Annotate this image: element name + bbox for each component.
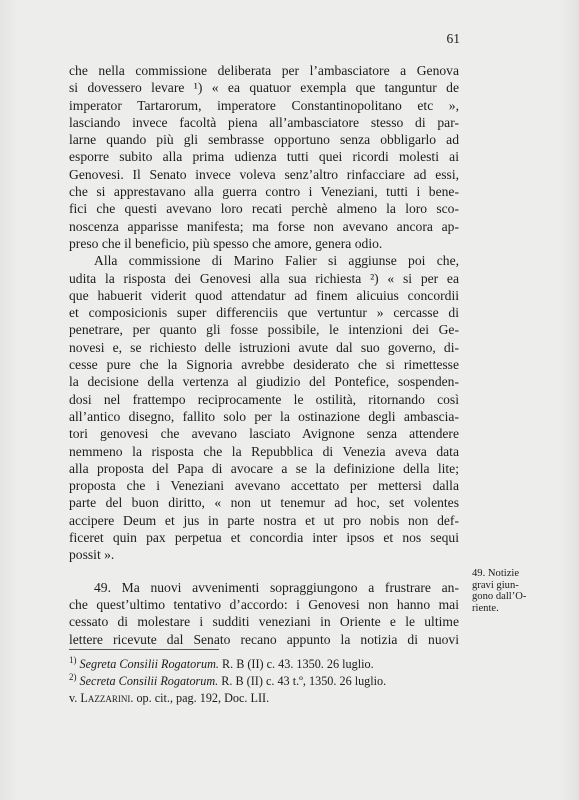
footnote-title: Segreta Consilii Rogatorum.: [79, 657, 219, 671]
text-line: che si apprestavano alla guerra contro i Veneziani, tutti i bene-: [69, 184, 459, 200]
margin-note-line: gono dall’O-: [472, 591, 527, 602]
text-line: dosi nel frattempo reciprocamente le ostilità, ritornando così: [69, 391, 459, 407]
footnote-text: R. B (II) c. 43 t.º, 1350. 26 luglio.: [218, 674, 387, 688]
text-line: accipere Deum et jus in parte nostra et ut pro nobis non def-: [69, 512, 459, 528]
footnote-rule: [69, 649, 219, 650]
text-line: cesse pure che la Signoria avrebbe desiderato che si rimettesse: [69, 357, 459, 373]
text-line: che nella commissione deliberata per l’ambasciatore a Genova: [69, 63, 459, 78]
paragraph-1: [69, 62, 459, 252]
text-line: lasciando invece facoltà piena all’ambasciatore stesso di par-: [69, 114, 459, 130]
text-line: udita la risposta dei Genovesi alla sua richiesta ²) « si per ea: [69, 270, 459, 286]
footnote-2: [69, 673, 459, 690]
margin-note-line: riente.: [472, 602, 499, 614]
text-line: la decisione della vertenza al giudizio del Pontefice, sospenden-: [69, 374, 459, 390]
text-line: noscenza apparisse manifesta; ma forse non avevano ancora ap-: [69, 218, 459, 234]
text-line: possit ».: [69, 547, 115, 563]
page-number: 61: [446, 31, 460, 46]
text-line: Genovesi. Il Senato invece voleva senz’altro rinfacciare ad essi,: [69, 166, 459, 182]
text-line: Alla commissione di Marino Falier si aggiunse poi che,: [94, 253, 459, 269]
main-text: [69, 62, 459, 648]
text-line: imperator Tartarorum, imperatore Constantinopolitano etc »,: [69, 97, 459, 113]
text-line: larne quando più gli sembrasse opportuno senza obbligarlo ad: [69, 132, 459, 148]
footnote-1: [69, 656, 459, 673]
text-line: preso che il beneficio, più spesso che amore, genera odio.: [69, 235, 383, 251]
footnote-mark: 1): [69, 654, 77, 665]
text-line: che quest’ultimo tentativo d’accordo: i Genovesi non hanno mai: [69, 596, 459, 612]
footnote-prefix: v.: [69, 691, 81, 705]
text-line: proposta che i Veneziani avevano accettato per mettersi dalla: [69, 478, 459, 494]
footnote-text: . op. cit., pag. 192, Doc. LII.: [130, 691, 270, 705]
text-line: ficeret quin pax perpetua et concordia inter ipsos et nos sequi: [69, 530, 459, 546]
text-line: si dovessero levare ¹) « ea quatuor exempla que tanguntur de: [69, 80, 459, 96]
footnote-author: Lazzarini: [80, 691, 131, 705]
text-line: 49. Ma nuovi avvenimenti sopraggiungono a frustrare an-: [94, 579, 459, 595]
paragraph-2: [69, 252, 459, 563]
footnotes: [69, 656, 459, 707]
text-line: penetrare, per quanto gli fosse possibile, le intenzioni dei Ge-: [69, 322, 459, 338]
text-line: alla proposta del Papa di avocare a se la definizione della lite;: [69, 460, 459, 476]
footnote-reference: [69, 690, 459, 707]
text-line: et composicionis super differenciis que vertuntur » cercasse di: [69, 305, 459, 321]
footnote-title: Secreta Consilii Rogatorum.: [79, 674, 219, 688]
text-line: lettere ricevute dal Senato recano appunto la notizia di nuovi: [69, 631, 459, 647]
margin-note-line: 49. Notizie: [472, 568, 520, 579]
text-line: nemmeno la risposta che la Repubblica di Venezia aveva data: [69, 443, 459, 459]
margin-note-line: gravi giun-: [472, 579, 519, 591]
footnote-mark: 2): [69, 671, 77, 682]
text-line: tori genovesi che avevano lasciato Avignone senza attendere: [69, 426, 459, 442]
text-line: cessato di molestare i sudditi veneziani in Oriente e le ultime: [69, 614, 459, 630]
text-line: fici che questi avevano loro recati perchè almeno la loro sco-: [69, 201, 459, 217]
footnote-text: R. B (II) c. 43. 1350. 26 luglio.: [218, 657, 374, 671]
text-line: que habuerit viderit quod attendatur ad finem alicuius concordii: [69, 287, 459, 303]
text-line: parte del buon diritto, « non ut tenemur ad hoc, set volentes: [69, 495, 459, 511]
paragraph-3: [69, 579, 459, 648]
text-line: all’antico disegno, fallito solo per la ostinazione degli ambascia-: [69, 408, 459, 424]
text-line: esporre subito alla prima udienza tutti quei ricordi molesti ai: [69, 149, 459, 165]
margin-note: [472, 568, 550, 614]
text-line: novesi e, se richiesto delle istruzioni avute dal suo governo, di-: [69, 339, 459, 355]
